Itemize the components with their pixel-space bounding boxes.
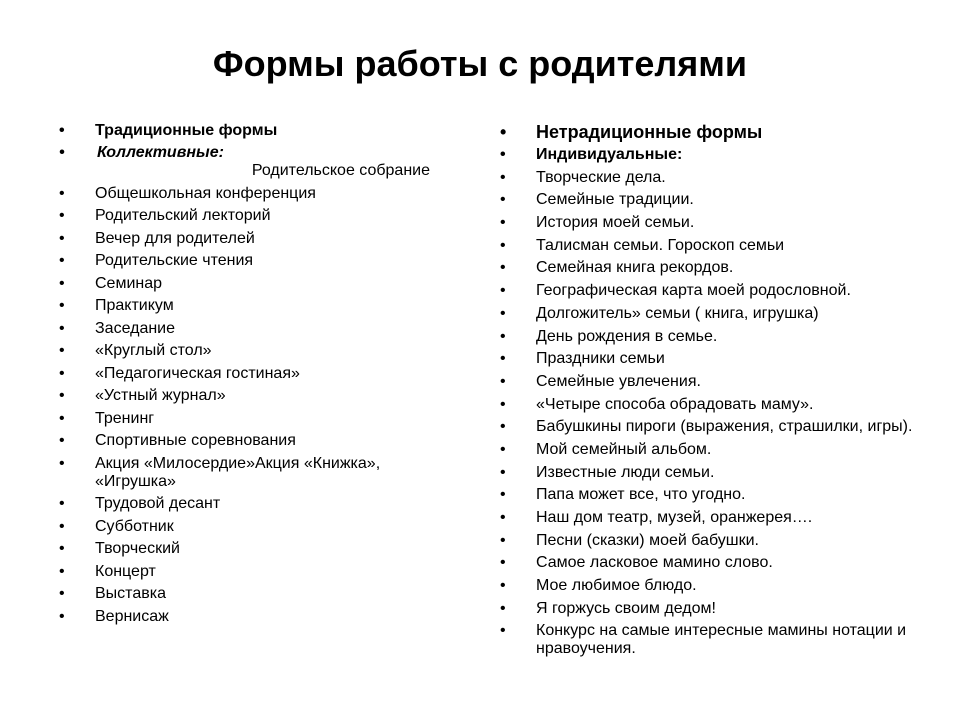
list-item: • Наш дом театр, музей, оранжерея…. (497, 509, 937, 527)
slide-title: Формы работы с родителями (212, 43, 748, 84)
list-item: • Семейные увлечения. (497, 373, 937, 391)
list-item: • «Педагогическая гостиная» (56, 365, 456, 383)
list-item: • Тренинг (56, 410, 456, 428)
list-item: • Практикум (56, 297, 456, 315)
list-item: • Долгожитель» семьи ( книга, игрушка) (497, 305, 937, 323)
list-item: • Вернисаж (56, 608, 456, 626)
list-item: • Я горжусь своим дедом! (497, 600, 937, 618)
list-item: • «Устный журнал» (56, 387, 456, 405)
list-item: • Праздники семьи (497, 350, 937, 368)
list-item: • Семейные традиции. (497, 191, 937, 209)
non-traditional-forms-heading: • Нетрадиционные формы (497, 122, 937, 142)
list-item: • «Круглый стол» (56, 342, 456, 360)
collective-label: • Коллективные: (56, 144, 456, 162)
list-item: • «Четыре способа обрадовать маму». (497, 396, 937, 414)
traditional-forms-list (56, 122, 456, 630)
list-item: • Родительский лекторий (56, 207, 456, 225)
list-item: • Заседание (56, 320, 456, 338)
list-item: • Самое ласковое мамино слово. (497, 554, 937, 572)
list-item: • История моей семьи. (497, 214, 937, 232)
list-item: • Песни (сказки) моей бабушки. (497, 532, 937, 550)
list-item: • Бабушкины пироги (выражения, страшилки, игры). (497, 418, 937, 436)
list-item: • Семинар (56, 275, 456, 293)
non-traditional-forms-list (497, 122, 937, 663)
collective-first-item: Родительское собрание (251, 162, 430, 179)
list-item: • Известные люди семьи. (497, 464, 937, 482)
list-item: • Общешкольная конференция (56, 185, 456, 203)
list-item: • Семейная книга рекордов. (497, 259, 937, 277)
individual-label: • Индивидуальные: (497, 146, 937, 164)
list-item: • Талисман семьи. Гороскоп семьи (497, 237, 937, 255)
list-item: • Акция «Милосердие»Акция «Книжка», «Игрушка» (56, 455, 456, 491)
list-item: • Субботник (56, 518, 456, 536)
list-item: • Вечер для родителей (56, 230, 456, 248)
list-item: • Мой семейный альбом. (497, 441, 937, 459)
list-item: • Творческий (56, 540, 456, 558)
traditional-forms-heading: • Традиционные формы (56, 122, 456, 140)
list-item: • Родительские чтения (56, 252, 456, 270)
list-item: • Географическая карта моей родословной. (497, 282, 937, 300)
list-item: • Творческие дела. (497, 169, 937, 187)
list-item: • Выставка (56, 585, 456, 603)
list-item: • Папа может все, что угодно. (497, 486, 937, 504)
list-item: • Трудовой десант (56, 495, 456, 513)
list-item: • Конкурс на самые интересные мамины нотации и нравоучения. (497, 622, 937, 658)
list-item: • Концерт (56, 563, 456, 581)
list-item: • Спортивные соревнования (56, 432, 456, 450)
list-item: • День рождения в семье. (497, 328, 937, 346)
list-item: • Мое любимое блюдо. (497, 577, 937, 595)
